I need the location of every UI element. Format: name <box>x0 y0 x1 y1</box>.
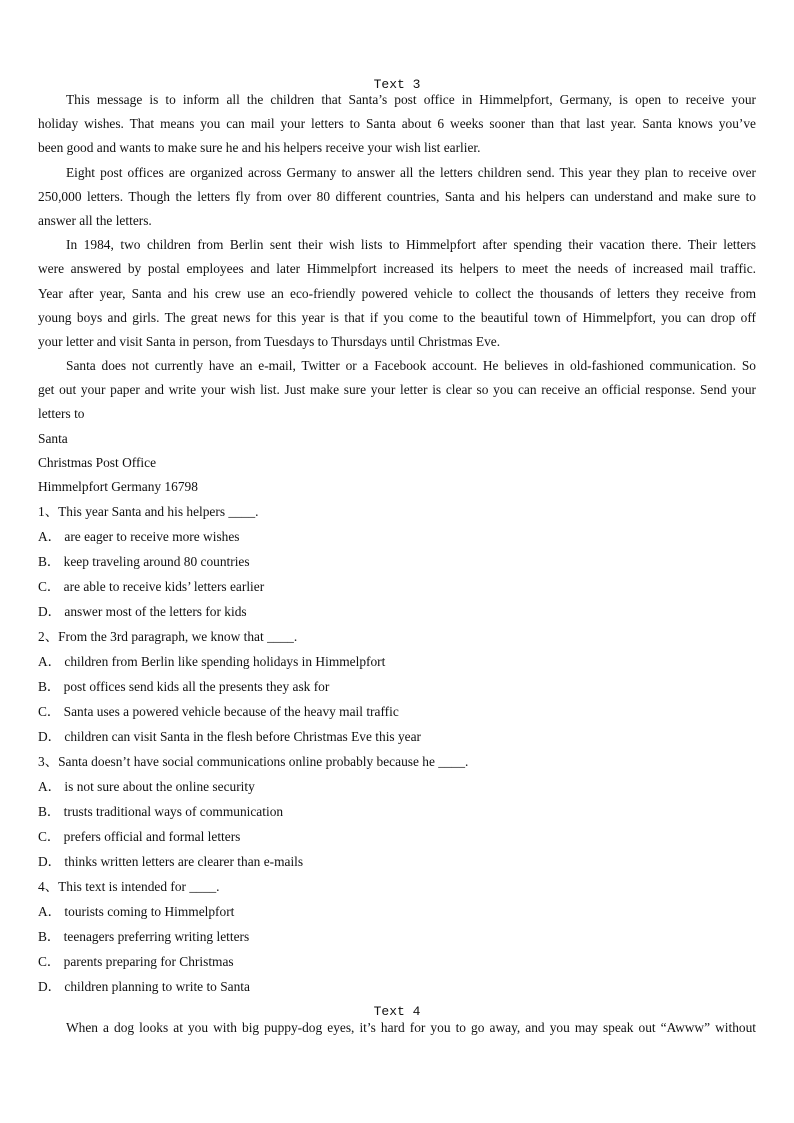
answer-option: D． children can visit Santa in the flesh before Christmas Eve this year <box>38 728 422 744</box>
question-stem: 3、Santa doesn’t have social communications online probably because he ____. <box>38 753 469 769</box>
answer-option: C． Santa uses a powered vehicle because of the heavy mail traffic <box>38 703 399 719</box>
paragraph-line: Santa does not currently have an e-mail, Twitter or a Facebook account. He believes in old-fashioned communication. So <box>66 358 756 374</box>
answer-option: D． answer most of the letters for kids <box>38 603 247 619</box>
answer-option: B． trusts traditional ways of communication <box>38 804 284 820</box>
answer-option: B． keep traveling around 80 countries <box>38 553 250 569</box>
question-stem: 4、This text is intended for ____. <box>38 879 220 895</box>
answer-option: D． thinks written letters are clearer than e-mails <box>38 854 304 870</box>
paragraph-line: been good and wants to make sure he and his helpers receive your wish list earlier. <box>38 140 481 156</box>
paragraph-line: In 1984, two children from Berlin sent their wish lists to Himmelpfort after spending their vacation there. Their letters <box>66 237 756 253</box>
answer-option: C． are able to receive kids’ letters earlier <box>38 578 265 594</box>
address-line: Himmelpfort Germany 16798 <box>38 479 198 494</box>
paragraph-line: were answered by postal employees and later Himmelpfort increased its helpers to meet the needs of increased mail traffic. <box>38 261 756 277</box>
paragraph-line: holiday wishes. That means you can mail your letters to Santa about 6 weeks sooner than that last year. Santa knows you’ve <box>38 116 756 132</box>
text3-title: Text 3 <box>373 77 421 92</box>
paragraph-line: get out your paper and write your wish list. Just make sure your letter is clear so you can receive an official response. Send your <box>38 382 756 398</box>
questions <box>38 499 756 1000</box>
answer-option: A． tourists coming to Himmelpfort <box>38 904 235 920</box>
question-stem: 2、From the 3rd paragraph, we know that ____. <box>38 628 298 644</box>
answer-option: B． teenagers preferring writing letters <box>38 929 250 945</box>
address-line: Santa <box>38 430 68 446</box>
answer-option: A． is not sure about the online security <box>38 779 255 795</box>
text4-title: Text 4 <box>373 1004 421 1019</box>
text4-paragraph-line: When a dog looks at you with big puppy-dog eyes, it’s hard for you to go away, and you may speak out “Awww” without <box>66 1020 756 1035</box>
question-stem: 1、This year Santa and his helpers ____. <box>38 503 259 519</box>
answer-option: C． parents preparing for Christmas <box>38 954 234 970</box>
paragraph-line: This message is to inform all the children that Santa’s post office in Himmelpfort, Germany, is open to receive your <box>66 92 756 107</box>
answer-option: A． children from Berlin like spending holidays in Himmelpfort <box>38 653 386 669</box>
text3-passage <box>38 88 756 499</box>
address-line: Christmas Post Office <box>38 454 157 470</box>
paragraph-line: young boys and girls. The great news for this year is that if you come to the beautiful town of Himmelpfort, you can drop off <box>38 309 756 325</box>
answer-option: D． children planning to write to Santa <box>38 979 250 995</box>
answer-option: A． are eager to receive more wishes <box>38 528 240 544</box>
paragraph-line: 250,000 letters. Though the letters fly from over 80 different countries, Santa and his helpers can understand and make sure to <box>38 188 756 204</box>
paragraph-line: letters to <box>38 406 85 422</box>
paragraph-line: Year after year, Santa and his crew use an eco-friendly powered vehicle to collect the thousands of letters they receive from <box>38 285 756 301</box>
paragraph-line: your letter and visit Santa in person, from Tuesdays to Thursdays until Christmas Eve. <box>38 333 501 349</box>
paragraph-line: Eight post offices are organized across Germany to answer all the letters children send. This year they plan to receive over <box>66 164 756 180</box>
paragraph-line: answer all the letters. <box>38 212 152 228</box>
answer-option: B． post offices send kids all the presents they ask for <box>38 678 330 694</box>
answer-option: C． prefers official and formal letters <box>38 829 241 845</box>
